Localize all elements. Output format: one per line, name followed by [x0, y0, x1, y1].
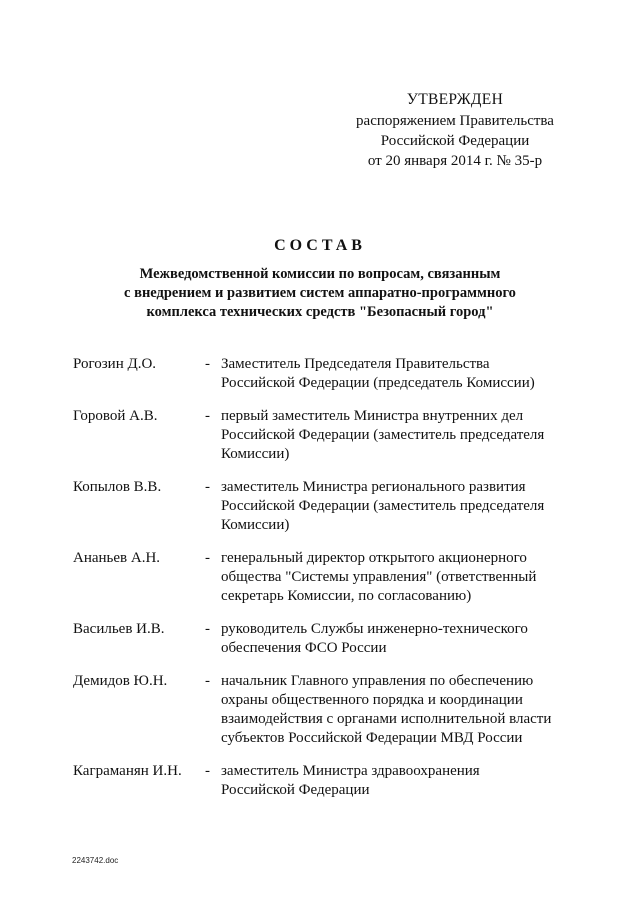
member-row	[73, 762, 573, 800]
role-line: заместитель Министра регионального развития	[221, 479, 526, 495]
document-title: СОСТАВ	[274, 237, 366, 254]
approval-line: распоряжением Правительства	[356, 113, 554, 129]
member-dash: -	[205, 673, 210, 689]
document-heading	[60, 236, 580, 322]
member-role	[221, 355, 561, 393]
member-row	[73, 620, 573, 658]
document-subtitle	[60, 265, 580, 322]
member-role	[221, 478, 561, 535]
member-dash: -	[205, 621, 210, 637]
approval-title: УТВЕРЖДЕН	[406, 91, 504, 108]
document-file-id: 2243742.doc	[72, 856, 119, 865]
member-name: Рогозин Д.О.	[73, 356, 157, 372]
member-name: Горовой А.В.	[73, 408, 158, 424]
approval-date-line: от 20 января 2014 г. № 35-р	[367, 153, 543, 169]
role-line: первый заместитель Министра внутренних дел	[221, 408, 524, 424]
role-line: заместитель Министра здравоохранения	[221, 763, 480, 779]
member-name: Ананьев А.Н.	[73, 550, 161, 566]
member-role	[221, 407, 561, 464]
role-line: секретарь Комиссии, по согласованию)	[221, 588, 472, 604]
role-line: генеральный директор открытого акционерного	[221, 550, 527, 566]
member-name: Каграманян И.Н.	[73, 763, 182, 779]
member-dash: -	[205, 479, 210, 495]
member-name: Васильев И.В.	[73, 621, 165, 637]
subtitle-line: с внедрением и развитием систем аппаратно-программного	[124, 285, 516, 301]
member-dash: -	[205, 763, 210, 779]
role-line: руководитель Службы инженерно-технического	[221, 621, 528, 637]
member-row	[73, 407, 573, 464]
member-role	[221, 620, 561, 658]
member-row	[73, 672, 573, 748]
member-row	[73, 355, 573, 393]
subtitle-line: Межведомственной комиссии по вопросам, связанным	[139, 266, 501, 282]
role-line: взаимодействия с органами исполнительной власти	[221, 711, 552, 727]
role-line: общества "Системы управления" (ответственный	[221, 569, 537, 585]
approval-line: Российской Федерации	[380, 133, 530, 149]
role-line: начальник Главного управления по обеспечению	[221, 673, 534, 689]
member-row	[73, 478, 573, 535]
role-line: Российской Федерации	[221, 782, 370, 798]
member-role	[221, 549, 561, 606]
member-role	[221, 672, 561, 748]
role-line: Комиссии)	[221, 446, 290, 462]
role-line: субъектов Российской Федерации МВД России	[221, 730, 523, 746]
role-line: Российской Федерации (заместитель председателя	[221, 498, 545, 514]
subtitle-line: комплекса технических средств "Безопасный город"	[146, 304, 494, 320]
role-line: Заместитель Председателя Правительства	[221, 356, 490, 372]
member-name: Копылов В.В.	[73, 479, 162, 495]
role-line: охраны общественного порядка и координации	[221, 692, 523, 708]
role-line: обеспечения ФСО России	[221, 640, 387, 656]
role-line: Российской Федерации (заместитель председателя	[221, 427, 545, 443]
member-role	[221, 762, 561, 800]
member-dash: -	[205, 356, 210, 372]
approval-stamp	[330, 90, 580, 171]
member-name: Демидов Ю.Н.	[73, 673, 168, 689]
member-dash: -	[205, 408, 210, 424]
role-line: Российской Федерации (председатель Комиссии)	[221, 375, 535, 391]
role-line: Комиссии)	[221, 517, 290, 533]
member-row	[73, 549, 573, 606]
members-list	[73, 355, 573, 814]
member-dash: -	[205, 550, 210, 566]
